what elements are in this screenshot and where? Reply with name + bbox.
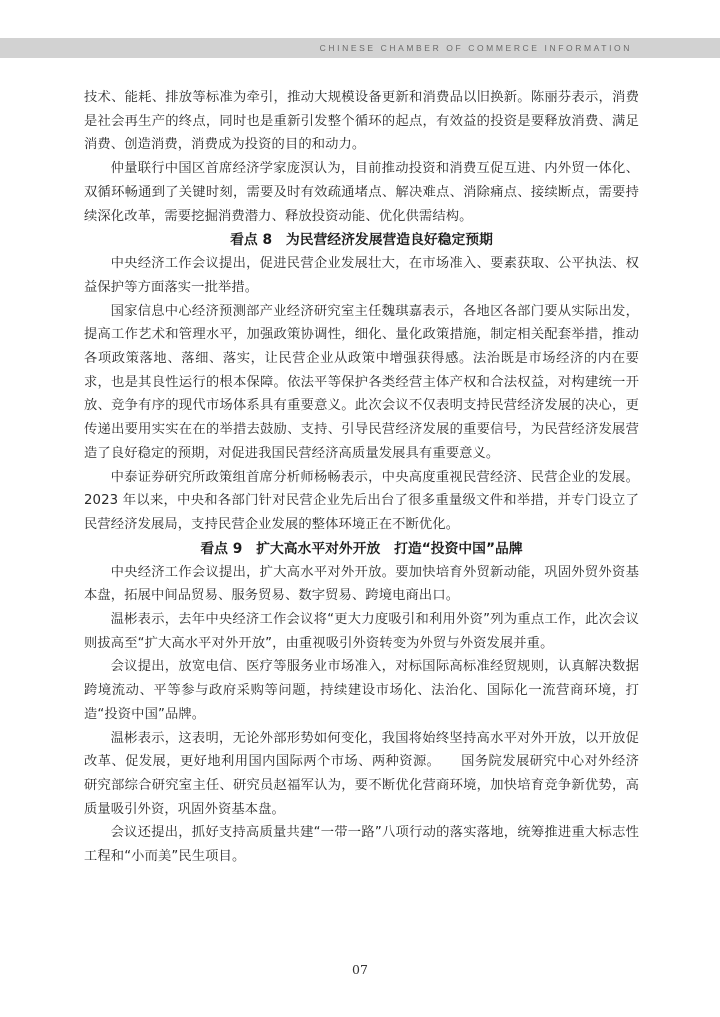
header-band xyxy=(0,38,720,58)
paragraph-3: 中央经济工作会议提出，促进民营企业发展壮大，在市场准入、要素获取、公平执法、权益保护等方面落实一批举措。 xyxy=(84,256,639,295)
paragraph-1: 技术、能耗、排放等标准为牵引，推动大规模设备更新和消费品以旧换新。陈丽芬表示，消费是社会再生产的终点，同时也是重新引发整个循环的起点，有效益的投资是要释放消费、满足消费、创造消费，消费成为投资的目的和动力。 xyxy=(84,90,639,153)
paragraph-10: 会议还提出，抓好支持高质量共建“一带一路”八项行动的落实落地，统筹推进重大标志性工程和“小而美”民生项目。 xyxy=(84,825,639,865)
paragraph-8: 会议提出，放宽电信、医疗等服务业市场准入，对标国际高标准经贸规则，认真解决数据跨境流动、平等参与政府采购等问题，持续建设市场化、法治化、国际化一流营商环境，打造“投资中国”品牌。 xyxy=(84,659,639,722)
paragraph-4: 国家信息中心经济预测部产业经济研究室主任魏琪嘉表示，各地区各部门要从实际出发，提高工作艺术和管理水平，加强政策协调性，细化、量化政策措施，制定相关配套举措，推动各项政策落地、落细、落实，让民营企业从政策中增强获得感。法治既是市场经济的内在要求，也是其良性运行的根本保障。依法平等保护各类经营主体产权和合法权益，对构建统一开放、竞争有序的现代市场体系具有重要意义。此次会议不仅表明支持民营经济发展的决心，更传递出要用实实在在的举措去鼓励、支持、引导民营经济发展的重要信号，为民营经济发展营造了良好稳定的预期，对促进我国民营经济高质量发展具有重要意义。 xyxy=(84,303,639,461)
paragraph-9: 温彬表示，这表明，无论外部形势如何变化，我国将始终坚持高水平对外开放，以开放促改革、促发展，更好地利用国内国际两个市场、两种资源。 国务院发展研究中心对外经济研究部综合研究室主任、研究员赵福军认为，要不断优化营商环境，加快培育竞争新优势，高质量吸引外资，巩固外资基本盘。 xyxy=(84,730,639,817)
paragraph-7: 温彬表示，去年中央经济工作会议将“更大力度吸引和利用外资”列为重点工作，此次会议则拔高至“扩大高水平对外开放”，由重视吸引外资转变为外贸与外资发展并重。 xyxy=(84,612,639,651)
paragraph-2: 仲量联行中国区首席经济学家庞溟认为，目前推动投资和消费互促互进、内外贸一体化、双循环畅通到了关键时刻，需要及时有效疏通堵点、解决难点、消除痛点、接续断点，需要持续深化改革，需要挖掘消费潜力、释放投资动能、优化供需结构。 xyxy=(84,161,639,224)
paragraph-6: 中央经济工作会议提出，扩大高水平对外开放。要加快培育外贸新动能，巩固外贸外资基本盘，拓展中间品贸易、服务贸易、数字贸易、跨境电商出口。 xyxy=(84,564,639,604)
section-heading-8: 看点 8 为民营经济发展营造良好稳定预期 xyxy=(230,232,493,249)
article-body xyxy=(84,86,639,869)
paragraph-5: 中泰证券研究所政策组首席分析师杨畅表示，中央高度重视民营经济、民营企业的发展。2023 年以来，中央和各部门针对民营企业先后出台了很多重量级文件和举措，并专门设立了民营经济发展局，支持民营企业发展的整体环境正在不断优化。 xyxy=(84,469,639,532)
section-heading-9: 看点 9 扩大高水平对外开放 打造“投资中国”品牌 xyxy=(200,540,523,557)
publication-title: CHINESE CHAMBER OF COMMERCE INFORMATION xyxy=(319,43,632,53)
page-number: 07 xyxy=(352,962,368,977)
